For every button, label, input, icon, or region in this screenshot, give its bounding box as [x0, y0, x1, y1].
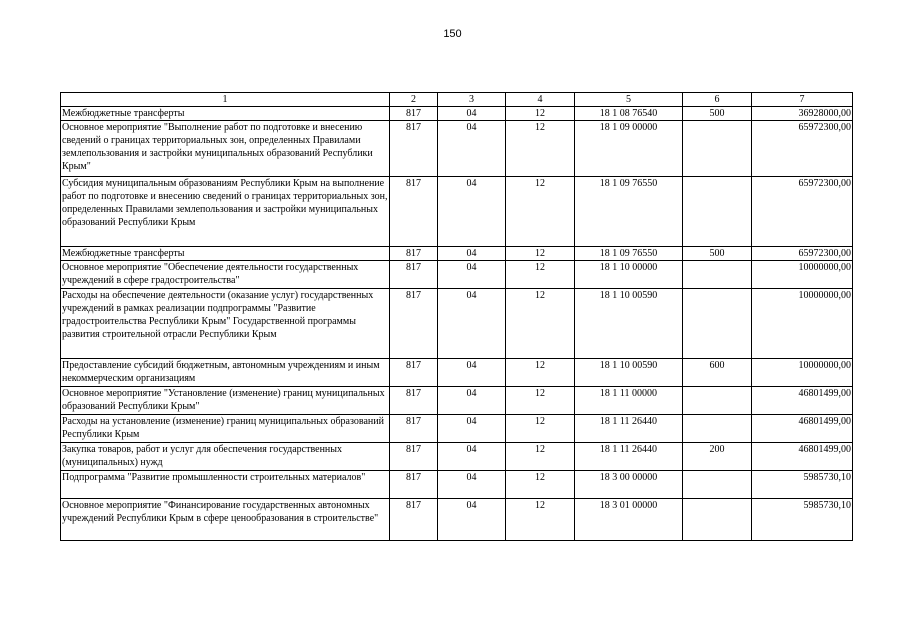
row-target-code-cell: 18 1 08 76540: [575, 107, 683, 121]
table-row: [61, 177, 853, 247]
row-amount-cell: 10000000,00: [752, 289, 853, 359]
row-amount-cell: 5985730,10: [752, 471, 853, 499]
row-name-cell: Расходы на установление (изменение) границ муниципальных образований Республики Крым: [61, 415, 390, 443]
row-expense-type-cell: [683, 499, 752, 541]
row-amount-cell: 10000000,00: [752, 359, 853, 387]
table-row: [61, 121, 853, 177]
row-subsection-cell: 12: [506, 247, 575, 261]
row-name-cell: Субсидия муниципальным образованиям Республики Крым на выполнение работ по подготовке и внесению сведений о границах территориальных зон, определенных Правилами землепользования и застройки муниципальных образований Республики Крым: [61, 177, 390, 247]
row-section-cell: 04: [438, 443, 506, 471]
row-code-cell: 817: [390, 177, 438, 247]
table-row: [61, 247, 853, 261]
row-section-cell: 04: [438, 499, 506, 541]
header-cell: 2: [390, 93, 438, 107]
row-code-cell: 817: [390, 471, 438, 499]
header-cell: 6: [683, 93, 752, 107]
row-amount-cell: 65972300,00: [752, 177, 853, 247]
row-subsection-cell: 12: [506, 289, 575, 359]
row-code-cell: 817: [390, 387, 438, 415]
row-target-code-cell: 18 1 11 26440: [575, 443, 683, 471]
row-code-cell: 817: [390, 261, 438, 289]
table-row: [61, 443, 853, 471]
row-name-cell: Основное мероприятие "Обеспечение деятельности государственных учреждений в сфере градостроительства": [61, 261, 390, 289]
table-row: [61, 499, 853, 541]
row-expense-type-cell: [683, 177, 752, 247]
row-expense-type-cell: [683, 387, 752, 415]
row-section-cell: 04: [438, 261, 506, 289]
row-expense-type-cell: 500: [683, 107, 752, 121]
row-target-code-cell: 18 1 09 76550: [575, 177, 683, 247]
header-row: [61, 93, 853, 107]
row-subsection-cell: 12: [506, 471, 575, 499]
row-name-cell: Основное мероприятие "Финансирование государственных автономных учреждений Республики Крым в сфере ценообразования в строительстве": [61, 499, 390, 541]
row-name-cell: Межбюджетные трансферты: [61, 107, 390, 121]
row-section-cell: 04: [438, 471, 506, 499]
row-subsection-cell: 12: [506, 415, 575, 443]
table-row: [61, 415, 853, 443]
row-target-code-cell: 18 1 09 00000: [575, 121, 683, 177]
row-target-code-cell: 18 1 09 76550: [575, 247, 683, 261]
row-code-cell: 817: [390, 247, 438, 261]
budget-table: [60, 92, 853, 541]
row-subsection-cell: 12: [506, 387, 575, 415]
row-expense-type-cell: 500: [683, 247, 752, 261]
row-subsection-cell: 12: [506, 107, 575, 121]
row-target-code-cell: 18 3 01 00000: [575, 499, 683, 541]
row-amount-cell: 36928000,00: [752, 107, 853, 121]
header-cell: 1: [61, 93, 390, 107]
row-amount-cell: 65972300,00: [752, 121, 853, 177]
header-cell: 5: [575, 93, 683, 107]
row-code-cell: 817: [390, 415, 438, 443]
row-code-cell: 817: [390, 443, 438, 471]
row-name-cell: Межбюджетные трансферты: [61, 247, 390, 261]
row-target-code-cell: 18 3 00 00000: [575, 471, 683, 499]
row-section-cell: 04: [438, 247, 506, 261]
table-row: [61, 261, 853, 289]
row-section-cell: 04: [438, 359, 506, 387]
row-target-code-cell: 18 1 10 00000: [575, 261, 683, 289]
row-amount-cell: 46801499,00: [752, 443, 853, 471]
row-target-code-cell: 18 1 10 00590: [575, 359, 683, 387]
row-amount-cell: 46801499,00: [752, 387, 853, 415]
row-amount-cell: 5985730,10: [752, 499, 853, 541]
row-code-cell: 817: [390, 107, 438, 121]
page-number: 150: [443, 28, 462, 40]
row-name-cell: Расходы на обеспечение деятельности (оказание услуг) государственных учреждений в рамках реализации подпрограммы "Развитие градостроительства Республики Крым" Государственной программы развития строительной отрасли Республики Крым: [61, 289, 390, 359]
row-target-code-cell: 18 1 11 00000: [575, 387, 683, 415]
header-cell: 7: [752, 93, 853, 107]
row-amount-cell: 65972300,00: [752, 247, 853, 261]
row-expense-type-cell: [683, 121, 752, 177]
table-row: [61, 471, 853, 499]
row-code-cell: 817: [390, 289, 438, 359]
row-target-code-cell: 18 1 11 26440: [575, 415, 683, 443]
row-section-cell: 04: [438, 387, 506, 415]
table-row: [61, 107, 853, 121]
row-section-cell: 04: [438, 289, 506, 359]
row-subsection-cell: 12: [506, 359, 575, 387]
row-target-code-cell: 18 1 10 00590: [575, 289, 683, 359]
row-name-cell: Подпрограмма "Развитие промышленности строительных материалов": [61, 471, 390, 499]
row-subsection-cell: 12: [506, 177, 575, 247]
table-row: [61, 359, 853, 387]
row-name-cell: Основное мероприятие "Установление (изменение) границ муниципальных образований Республики Крым": [61, 387, 390, 415]
header-cell: 3: [438, 93, 506, 107]
row-expense-type-cell: [683, 289, 752, 359]
row-expense-type-cell: [683, 261, 752, 289]
row-section-cell: 04: [438, 177, 506, 247]
row-expense-type-cell: [683, 471, 752, 499]
row-name-cell: Закупка товаров, работ и услуг для обеспечения государственных (муниципальных) нужд: [61, 443, 390, 471]
row-subsection-cell: 12: [506, 261, 575, 289]
row-section-cell: 04: [438, 121, 506, 177]
table-row: [61, 289, 853, 359]
row-subsection-cell: 12: [506, 121, 575, 177]
row-amount-cell: 10000000,00: [752, 261, 853, 289]
row-section-cell: 04: [438, 415, 506, 443]
row-subsection-cell: 12: [506, 499, 575, 541]
row-section-cell: 04: [438, 107, 506, 121]
row-name-cell: Основное мероприятие "Выполнение работ по подготовке и внесению сведений о границах территориальных зон, определенных Правилами землепользования и застройки муниципальных образований Республики Крым": [61, 121, 390, 177]
header-cell: 4: [506, 93, 575, 107]
row-expense-type-cell: 200: [683, 443, 752, 471]
row-name-cell: Предоставление субсидий бюджетным, автономным учреждениям и иным некоммерческим организациям: [61, 359, 390, 387]
row-expense-type-cell: [683, 415, 752, 443]
row-code-cell: 817: [390, 121, 438, 177]
row-subsection-cell: 12: [506, 443, 575, 471]
row-amount-cell: 46801499,00: [752, 415, 853, 443]
row-expense-type-cell: 600: [683, 359, 752, 387]
table-row: [61, 387, 853, 415]
row-code-cell: 817: [390, 359, 438, 387]
row-code-cell: 817: [390, 499, 438, 541]
